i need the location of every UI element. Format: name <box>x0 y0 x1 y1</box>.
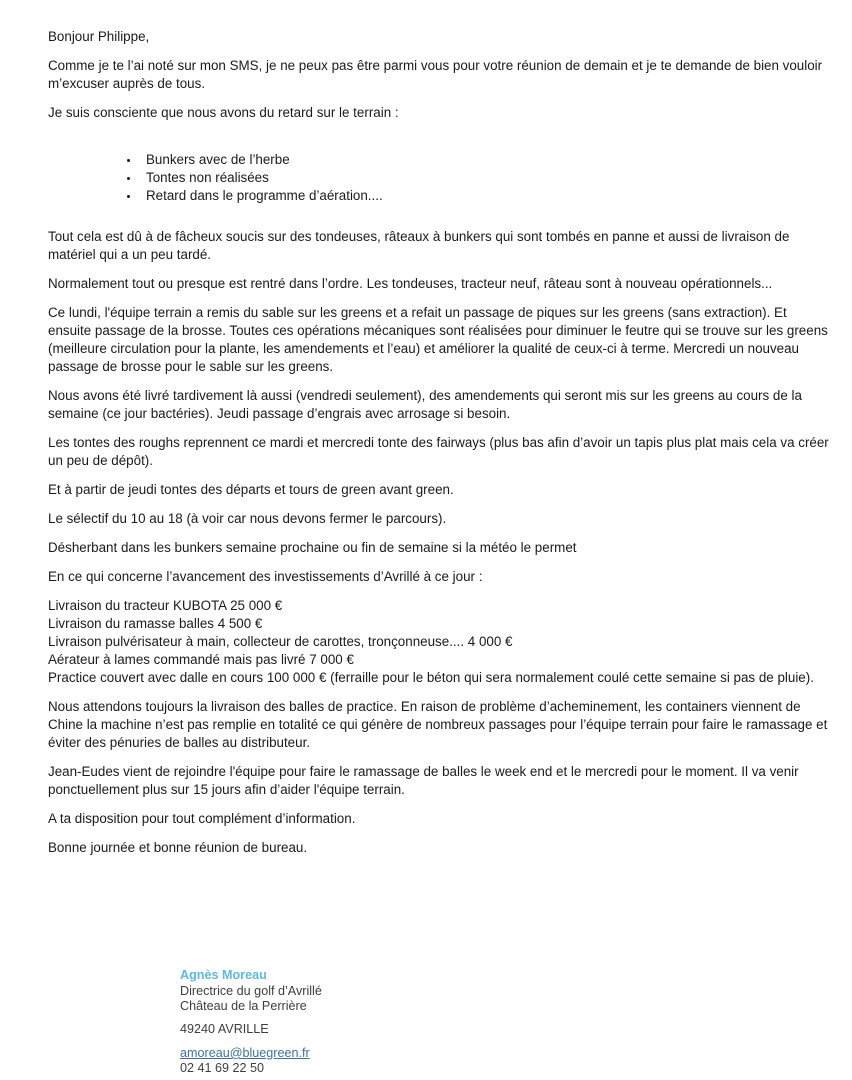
paragraph-tout-cela: Tout cela est dû à de fâcheux soucis sur des tondeuses, râteaux à bunkers qui sont tombés en panne et aussi de livraison de matériel qui a un peu tardé. <box>48 229 790 262</box>
investment-line: Livraison du tracteur KUBOTA 25 000 € <box>48 598 283 613</box>
bullet-item: • Retard dans le programme d’aération.... <box>140 187 830 205</box>
investment-list <box>48 597 830 687</box>
paragraph-jean-eudes: Jean-Eudes vient de rejoindre l'équipe pour faire le ramassage de balles le week end et le mercredi pour le moment. Il va venir ponctuellement plus sur 15 jours afin d’aider l'équipe terrain. <box>48 764 799 797</box>
signature-postal-city: 49240 AVRILLE <box>180 1022 269 1036</box>
paragraph-tontes-departs: Et à partir de jeudi tontes des départs et tours de green avant green. <box>48 482 454 497</box>
signature-title: Directrice du golf d’Avrillé <box>180 984 322 998</box>
letter-body <box>48 28 830 857</box>
paragraph-retard-intro: Je suis consciente que nous avons du retard sur le terrain : <box>48 105 399 120</box>
signature-phone: 02 41 69 22 50 <box>180 1061 265 1075</box>
signature-contact <box>180 1046 830 1076</box>
paragraph-excuse: Comme je te l’ai noté sur mon SMS, je ne peux pas être parmi vous pour votre réunion de demain et je te demande de bien vouloir m’excuser auprès de tous. <box>48 58 823 91</box>
paragraph-normalement: Normalement tout ou presque est rentré dans l’ordre. Les tondeuses, tracteur neuf, râteau sont à nouveau opérationnels... <box>48 276 773 291</box>
paragraph-balles-practice: Nous attendons toujours la livraison des balles de practice. En raison de problème d’acheminement, les containers viennent de Chine la machine n’est pas remplie en totalité ce qui génère de nombreux passages pour l’équipe terrain pour faire le ramassage et éviter des pénuries de balles au distributeur. <box>48 699 828 750</box>
investment-line: Practice couvert avec dalle en cours 100 000 € (ferraille pour le béton qui sera normalement coulé cette semaine si pas de pluie). <box>48 670 814 685</box>
paragraph-amendements: Nous avons été livré tardivement là aussi (vendredi seulement), des amendements qui seront mis sur les greens au cours de la semaine (ce jour bactéries). Jeudi passage d’engrais avec arrosage si besoin. <box>48 388 802 421</box>
paragraph-disposition: A ta disposition pour tout complément d’information. <box>48 811 356 826</box>
investment-line: Livraison pulvérisateur à main, collecteur de carottes, tronçonneuse.... 4 000 € <box>48 634 513 649</box>
paragraph-tontes-roughs: Les tontes des roughs reprennent ce mardi et mercredi tonte des fairways (plus bas afin d’avoir un tapis plus plat mais cela va créer un peu de dépôt). <box>48 435 829 468</box>
paragraph-ce-lundi: Ce lundi, l'équipe terrain a remis du sable sur les greens et a refait un passage de piques sur les greens (sans extraction). Et ensuite passage de la brosse. Toutes ces opérations mécaniques sont réalisées pour diminuer le feutre qui se trouve sur les greens (meilleure circulation pour la plante, les amendements et l’eau) et améliorer la qualité de ceux-ci à terme. Mercredi un nouveau passage de brosse pour le sable sur les greens. <box>48 305 828 374</box>
signature-block <box>180 968 830 1076</box>
investment-line: Livraison du ramasse balles 4 500 € <box>48 616 263 631</box>
paragraph-bonne-journee: Bonne journée et bonne réunion de bureau. <box>48 840 308 855</box>
investment-line: Aérateur à lames commandé mais pas livré 7 000 € <box>48 652 354 667</box>
bullet-list <box>48 151 830 205</box>
bullet-item: • Bunkers avec de l’herbe <box>140 151 830 169</box>
email-link[interactable]: amoreau@bluegreen.fr <box>180 1046 310 1060</box>
paragraph-desherbant: Désherbant dans les bunkers semaine prochaine ou fin de semaine si la météo le permet <box>48 540 577 555</box>
greeting: Bonjour Philippe, <box>48 29 150 44</box>
signature-name: Agnès Moreau <box>180 968 267 982</box>
bullet-item: • Tontes non réalisées <box>140 169 830 187</box>
paragraph-selectif: Le sélectif du 10 au 18 (à voir car nous devons fermer le parcours). <box>48 511 447 526</box>
signature-address: Château de la Perrière <box>180 999 307 1013</box>
paragraph-investissements-intro: En ce qui concerne l’avancement des investissements d’Avrillé à ce jour : <box>48 569 483 584</box>
